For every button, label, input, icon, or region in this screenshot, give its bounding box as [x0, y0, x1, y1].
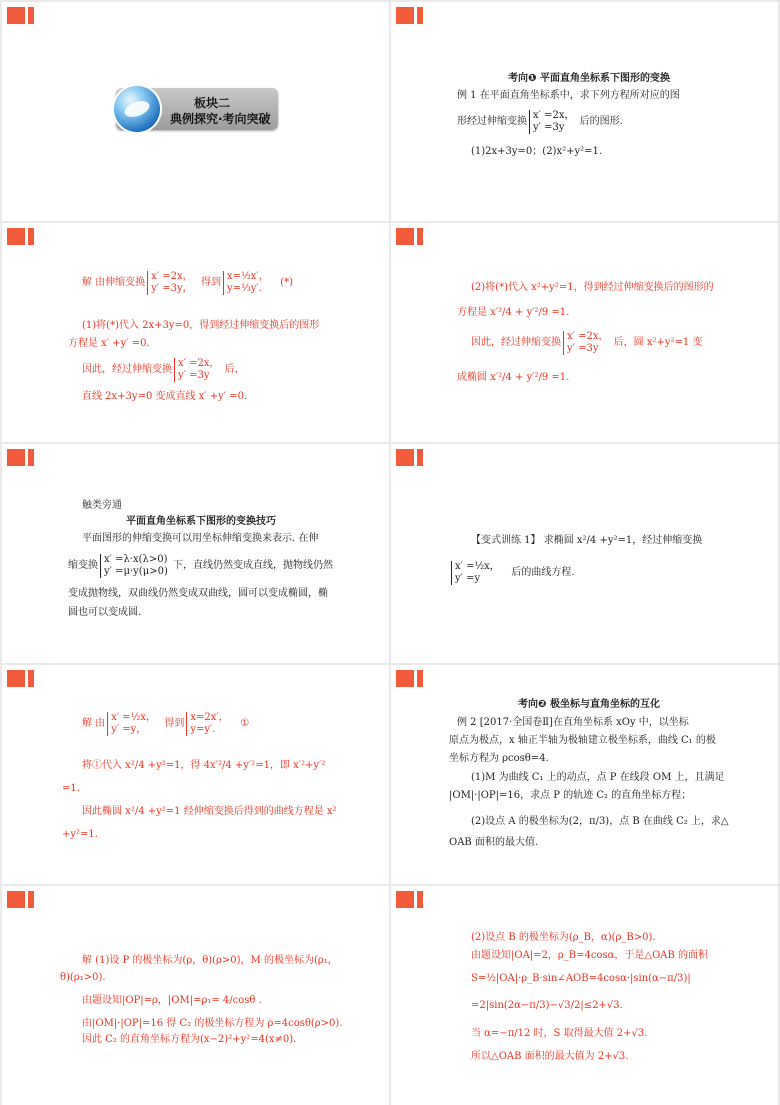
- equation: y′ =3y: [178, 369, 210, 381]
- text-line: 因此椭圆 x²/4 +y²=1 经伸缩变换后得到的曲线方程是 x²: [82, 806, 337, 817]
- text-line: [82, 261, 293, 305]
- section-banner: [116, 88, 278, 130]
- equation: x=½x′，: [227, 270, 269, 282]
- text-line: 圆也可以变成圆.: [68, 607, 142, 618]
- banner-line-1: 板块二: [194, 96, 231, 110]
- text-line: 原点为极点，x 轴正半轴为极轴建立极坐标系，曲线 C₁ 的极: [449, 735, 716, 746]
- slide-5: [2, 444, 389, 663]
- text-fragment: ①: [240, 718, 250, 729]
- text-fragment: 得到: [201, 277, 222, 288]
- equation-system: [563, 331, 608, 355]
- text-line: 例 1 在平面直角坐标系中，求下列方程所对应的图: [457, 90, 680, 101]
- slide-3: [2, 223, 389, 442]
- slide-9: [2, 886, 389, 1105]
- equation: y′ =3y: [567, 342, 599, 354]
- equation: y′ =μ·y(μ>0): [104, 565, 168, 577]
- text-line: 坐标方程为 ρcosθ=4.: [449, 753, 549, 764]
- text-line: 所以△OAB 面积的最大值为 2+√3.: [471, 1051, 629, 1062]
- slide-10: [391, 886, 778, 1105]
- text-line: =2|sin(2α−π/3)−√3/2|≤2+√3.: [471, 1000, 623, 1011]
- text-line: 例 2 [2017·全国卷Ⅱ]在直角坐标系 xOy 中，以坐标: [457, 717, 689, 728]
- text-fragment: 解 由伸缩变换: [82, 277, 146, 288]
- equation-system: [223, 271, 269, 295]
- text-line: 方程是 x′ +y′ =0.: [68, 338, 150, 349]
- slide-1: [2, 2, 389, 221]
- text-line: 由题设知|OP|=ρ，|OM|=ρ₁= 4/cosθ .: [82, 995, 262, 1006]
- equation: y′ =y: [455, 572, 481, 584]
- text-fragment: (*): [280, 277, 294, 288]
- equation: y′ =y，: [111, 723, 147, 735]
- text-line: |OM|·|OP|=16，求点 P 的轨迹 C₂ 的直角坐标方程；: [449, 790, 692, 801]
- text-line: 因此 C₂ 的直角坐标方程为(x−2)²+y²=4(x≠0).: [82, 1034, 297, 1045]
- equation: x′ =2x，: [151, 270, 193, 282]
- text-fragment: 后的曲线方程.: [511, 567, 575, 578]
- text-line: [449, 558, 575, 588]
- section-subheading: 平面直角坐标系下图形的变换技巧: [126, 516, 276, 527]
- text-line: [82, 710, 249, 738]
- equation: y=⅓y′.: [227, 282, 262, 294]
- text-fragment: 下，直线仍然变成直线，抛物线仍然: [173, 560, 334, 571]
- equation: x′ =λ·x(λ>0): [104, 553, 168, 565]
- text-fragment: 形经过伸缩变换: [457, 116, 527, 127]
- equation-system: [186, 712, 228, 736]
- text-fragment: 解 由: [82, 718, 106, 729]
- text-line: 【变式训练 1】 求椭圆 x²/4 +y²=1，经过伸缩变换: [471, 535, 703, 546]
- equation: y′ =3y: [533, 121, 565, 133]
- text-line: 解 (1)设 P 的极坐标为(ρ，θ)(ρ>0)，M 的极坐标为(ρ₁，: [82, 955, 338, 966]
- text-fragment: 后，圆 x²+y²=1 变: [613, 337, 703, 348]
- equation: x′ =2x，: [567, 330, 609, 342]
- text-line: θ)(ρ₁>0).: [60, 972, 106, 983]
- text-line: [82, 356, 245, 384]
- equation: x′ =2x，: [178, 357, 220, 369]
- equation: x=2x′，: [190, 711, 229, 723]
- text-line: [68, 552, 333, 580]
- equation: x′ =2x，: [533, 109, 575, 121]
- section-label: 触类旁通: [82, 500, 122, 511]
- equation: x′ =½x，: [111, 711, 156, 723]
- text-line: S=½|OA|·ρ_B·sin∠AOB=4cosα·|sin(α−π/3)|: [471, 973, 691, 984]
- text-line: [457, 108, 623, 136]
- text-line: (2)设点 A 的极坐标为(2，π/3)，点 B 在曲线 C₂ 上，求△: [471, 816, 729, 827]
- slide-8: [391, 665, 778, 884]
- text-line: 当 α=−π/12 时，S 取得最大值 2+√3.: [471, 1028, 648, 1039]
- equation: y=y′.: [190, 723, 216, 735]
- text-line: 成椭圆 x′²/4 + y′²/9 =1.: [457, 372, 570, 383]
- text-line: 将①代入 x²/4 +y²=1，得 4x′²/4 +y′²=1，即 x′²+y′²: [82, 760, 326, 771]
- text-line: 直线 2x+3y=0 变成直线 x′ +y′ =0.: [82, 391, 248, 402]
- slide-2: [391, 2, 778, 221]
- slide-6: [391, 444, 778, 663]
- text-fragment: 缩变换: [68, 560, 98, 571]
- text-line: =1.: [62, 783, 80, 794]
- section-heading: 考向❶ 平面直角坐标系下图形的变换: [508, 73, 670, 84]
- equation-system: [529, 110, 574, 134]
- text-line: 变成抛物线，双曲线仍然变成双曲线，圆可以变成椭圆，椭: [68, 588, 328, 599]
- equation-system: [107, 712, 156, 736]
- equation: x′ =½x，: [455, 560, 500, 572]
- equation-system: [174, 358, 219, 382]
- slide-7: [2, 665, 389, 884]
- text-line: 由题设知|OA|=2，ρ_B=4cosα，于是△OAB 的面积: [471, 950, 709, 961]
- text-fragment: 因此，经过伸缩变换: [82, 364, 172, 375]
- text-fragment: 后，: [224, 364, 245, 375]
- text-line: [471, 329, 702, 357]
- banner-line-2: 典例探究·考向突破: [170, 112, 271, 126]
- equation-system: [451, 561, 500, 585]
- text-line: OAB 面积的最大值.: [449, 837, 539, 848]
- equation-system: [147, 271, 193, 295]
- equation: y′ =3y，: [151, 282, 193, 294]
- text-line: 平面图形的伸缩变换可以用坐标伸缩变换来表示. 在伸: [82, 533, 319, 544]
- text-line: (1)2x+3y=0；(2)x²+y²=1.: [471, 146, 603, 157]
- globe-icon: [114, 86, 160, 132]
- text-fragment: 因此，经过伸缩变换: [471, 337, 561, 348]
- text-line: (1)M 为曲线 C₁ 上的动点，点 P 在线段 OM 上，且满足: [471, 772, 725, 783]
- text-line: 由|OM|·|OP|=16 得 C₂ 的极坐标方程为 ρ=4cosθ(ρ>0).: [82, 1018, 343, 1029]
- text-line: (2)将(*)代入 x²+y²=1，得到经过伸缩变换后的图形的: [471, 282, 714, 293]
- slide-4: [391, 223, 778, 442]
- text-line: 方程是 x′²/4 + y′²/9 =1.: [457, 307, 570, 318]
- text-line: (1)将(*)代入 2x+3y=0，得到经过伸缩变换后的图形: [82, 320, 320, 331]
- text-line: +y²=1.: [62, 829, 98, 840]
- text-fragment: 得到: [164, 718, 185, 729]
- text-fragment: 后的图形.: [579, 116, 623, 127]
- equation-system: [100, 554, 168, 578]
- text-line: (2)设点 B 的极坐标为(ρ_B，α)(ρ_B>0).: [471, 932, 656, 943]
- section-heading: 考向❷ 极坐标与直角坐标的互化: [518, 699, 660, 710]
